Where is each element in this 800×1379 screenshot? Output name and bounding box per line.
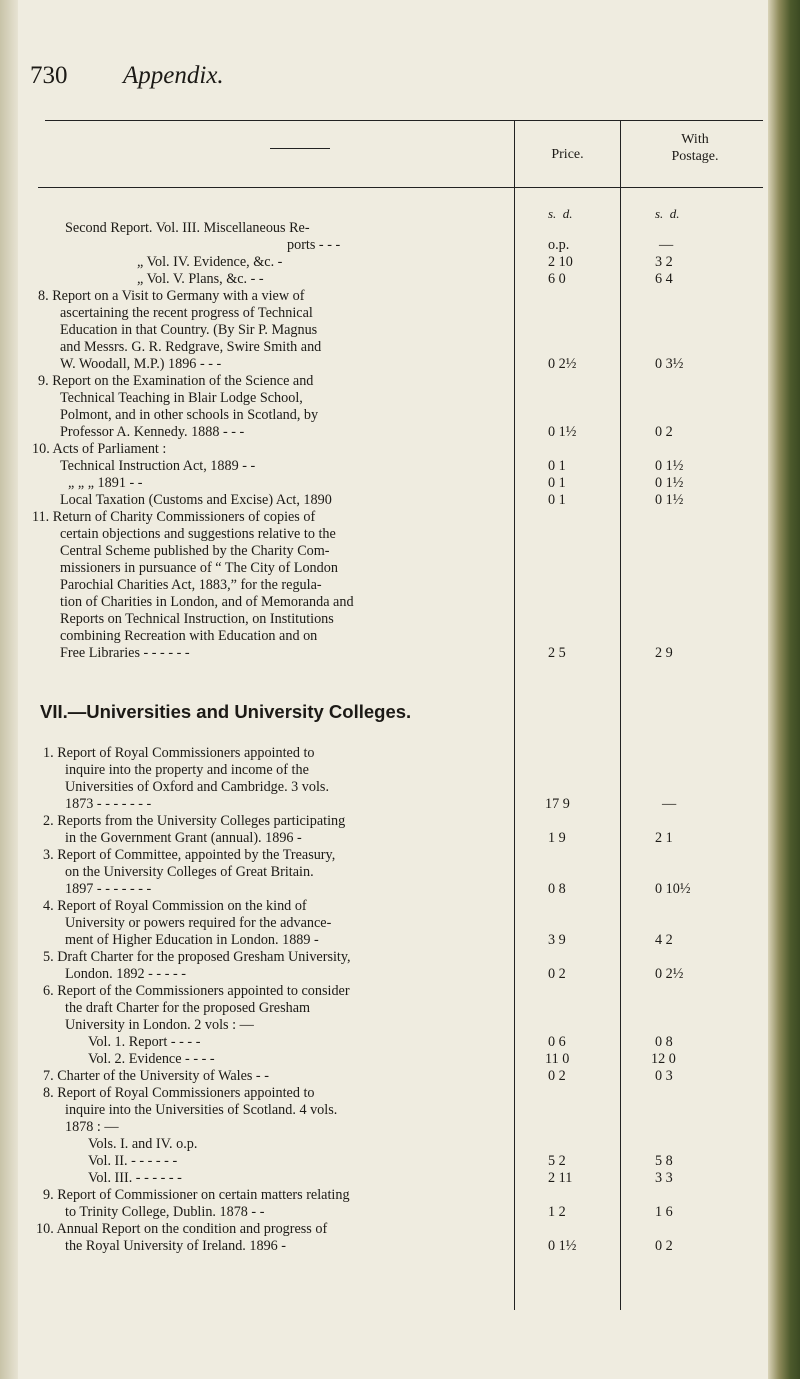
entry-line: 10. Annual Report on the condition and progress of — [36, 1221, 328, 1237]
entry-line: Universities of Oxford and Cambridge. 3 vols. — [65, 779, 329, 795]
postage-value: 3 2 — [655, 254, 673, 270]
entry-line: Central Scheme published by the Charity Com- — [60, 543, 330, 559]
postage-value: 12 0 — [651, 1051, 676, 1067]
postage-value: 0 8 — [655, 1034, 673, 1050]
price-value: 2 5 — [548, 645, 566, 661]
postage-value: 4 2 — [655, 932, 673, 948]
entry-line: 2. Reports from the University Colleges participating — [43, 813, 346, 829]
price-value: 0 2½ — [548, 356, 577, 372]
entry-line: „ Vol. V. Plans, &c. - - — [137, 271, 264, 287]
entry-line: Reports on Technical Instruction, on Institutions — [60, 611, 334, 627]
entry-line: 9. Report on the Examination of the Science and — [38, 373, 314, 389]
price-value: 1 2 — [548, 1204, 566, 1220]
price-value: 0 2 — [548, 1068, 566, 1084]
postage-column-header-line2: Postage. — [671, 149, 719, 164]
price-value: 0 1½ — [548, 424, 577, 440]
postage-value: 1 6 — [655, 1204, 673, 1220]
entry-line: 10. Acts of Parliament : — [32, 441, 167, 457]
entry-line: on the University Colleges of Great Britain. — [65, 864, 314, 880]
entry-line: Second Report. Vol. III. Miscellaneous Re- — [65, 220, 310, 236]
column-divider-price — [514, 120, 515, 1310]
postage-value: 3 3 — [655, 1170, 673, 1186]
entry-line: ports - - - — [287, 237, 341, 253]
postage-column-header-line1: With — [681, 132, 709, 147]
entry-line: Vol. III. - - - - - - — [88, 1170, 182, 1186]
entry-line: Vols. I. and IV. o.p. — [88, 1136, 198, 1152]
price-value: 1 9 — [548, 830, 566, 846]
entry-line: and Messrs. G. R. Redgrave, Swire Smith and — [60, 339, 322, 355]
entry-line: to Trinity College, Dublin. 1878 - - — [65, 1204, 265, 1220]
entry-line: 5. Draft Charter for the proposed Gresham University, — [43, 949, 351, 965]
table-header-rule — [38, 187, 763, 188]
table-top-rule — [45, 120, 763, 121]
price-value: 2 10 — [548, 254, 573, 270]
entry-line: the Royal University of Ireland. 1896 - — [65, 1238, 287, 1254]
entry-line: certain objections and suggestions relative to the — [60, 526, 336, 542]
postage-value: 2 9 — [655, 645, 673, 661]
postage-value: 0 2 — [655, 1238, 673, 1254]
price-value: 2 11 — [548, 1170, 573, 1186]
entry-line: 1878 : — — [65, 1119, 119, 1135]
entry-line: ment of Higher Education in London. 1889 - — [65, 932, 319, 948]
postage-value: 0 1½ — [655, 458, 684, 474]
entry-line: W. Woodall, M.P.) 1896 - - - — [60, 356, 222, 372]
page-number: 730 — [30, 62, 68, 89]
entry-line: 9. Report of Commissioner on certain matters relating — [43, 1187, 350, 1203]
entry-line: „ „ „ 1891 - - — [68, 475, 143, 491]
entry-line: missioners in pursuance of “ The City of London — [60, 560, 338, 576]
price-column-header: Price. — [551, 147, 584, 162]
page-title: Appendix. — [123, 62, 224, 89]
entry-line: Polmont, and in other schools in Scotland, by — [60, 407, 319, 423]
entry-line: 7. Charter of the University of Wales - - — [43, 1068, 269, 1084]
price-value: 3 9 — [548, 932, 566, 948]
price-value: 5 2 — [548, 1153, 566, 1169]
postage-value: 2 1 — [655, 830, 673, 846]
entry-line: „ Vol. IV. Evidence, &c. - — [137, 254, 283, 270]
postage-value: 0 1½ — [655, 492, 684, 508]
price-value: 0 1 — [548, 458, 566, 474]
price-value: 0 1½ — [548, 1238, 577, 1254]
entry-line: Vol. II. - - - - - - — [88, 1153, 178, 1169]
price-value: 17 9 — [545, 796, 570, 812]
entry-line: Technical Instruction Act, 1889 - - — [60, 458, 256, 474]
entry-line: London. 1892 - - - - - — [65, 966, 186, 982]
entry-line: tion of Charities in London, and of Memoranda and — [60, 594, 354, 610]
postage-value: 0 10½ — [655, 881, 691, 897]
entry-line: 1. Report of Royal Commissioners appointed to — [43, 745, 315, 761]
page-edge-left — [0, 0, 18, 1379]
entry-line: 3. Report of Committee, appointed by the Treasury, — [43, 847, 336, 863]
price-value: 11 0 — [545, 1051, 570, 1067]
section-heading: VII.—Universities and University Colleges. — [40, 701, 412, 722]
postage-value: 5 8 — [655, 1153, 673, 1169]
postage-value: 0 3½ — [655, 356, 684, 372]
entry-line: ascertaining the recent progress of Technical — [60, 305, 313, 321]
entry-line: in the Government Grant (annual). 1896 - — [65, 830, 302, 846]
postage-value: — — [659, 237, 674, 253]
entry-line: Parochial Charities Act, 1883,” for the regula- — [60, 577, 322, 593]
entry-line: Technical Teaching in Blair Lodge School, — [60, 390, 303, 406]
postage-value: 0 1½ — [655, 475, 684, 491]
postage-value: 0 2½ — [655, 966, 684, 982]
postage-value: — — [662, 796, 677, 812]
entry-line: 1897 - - - - - - - — [65, 881, 152, 897]
entry-line: 6. Report of the Commissioners appointed to consider — [43, 983, 350, 999]
entry-line: inquire into the property and income of the — [65, 762, 309, 778]
entry-line: combining Recreation with Education and on — [60, 628, 318, 644]
price-unit-label: s. d. — [548, 206, 573, 221]
entry-line: Local Taxation (Customs and Excise) Act, 1890 — [60, 492, 332, 508]
entry-line: Free Libraries - - - - - - — [60, 645, 190, 661]
column-divider-postage — [620, 120, 621, 1310]
entry-line: 1873 - - - - - - - — [65, 796, 152, 812]
title-column-dash — [270, 148, 330, 149]
price-value: 0 8 — [548, 881, 566, 897]
entry-line: 8. Report on a Visit to Germany with a view of — [38, 288, 305, 304]
postage-value: 0 2 — [655, 424, 673, 440]
entry-line: Vol. 2. Evidence - - - - — [88, 1051, 215, 1067]
page-edge-right — [768, 0, 800, 1379]
entry-line: University or powers required for the advance- — [65, 915, 332, 931]
price-value: 6 0 — [548, 271, 566, 287]
price-value: 0 1 — [548, 475, 566, 491]
entry-line: Professor A. Kennedy. 1888 - - - — [60, 424, 245, 440]
entry-line: 11. Return of Charity Commissioners of copies of — [32, 509, 316, 525]
entry-line: 4. Report of Royal Commission on the kind of — [43, 898, 307, 914]
entry-line: the draft Charter for the proposed Gresham — [65, 1000, 311, 1016]
price-value: o.p. — [548, 237, 570, 253]
postage-unit-label: s. d. — [655, 206, 680, 221]
entry-line: Education in that Country. (By Sir P. Magnus — [60, 322, 318, 338]
price-value: 0 2 — [548, 966, 566, 982]
entry-line: 8. Report of Royal Commissioners appointed to — [43, 1085, 315, 1101]
price-value: 0 1 — [548, 492, 566, 508]
postage-value: 0 3 — [655, 1068, 673, 1084]
entry-line: Vol. 1. Report - - - - — [88, 1034, 201, 1050]
price-value: 0 6 — [548, 1034, 566, 1050]
entry-line: inquire into the Universities of Scotland. 4 vols. — [65, 1102, 338, 1118]
entry-line: University in London. 2 vols : — — [65, 1017, 254, 1033]
postage-value: 6 4 — [655, 271, 673, 287]
